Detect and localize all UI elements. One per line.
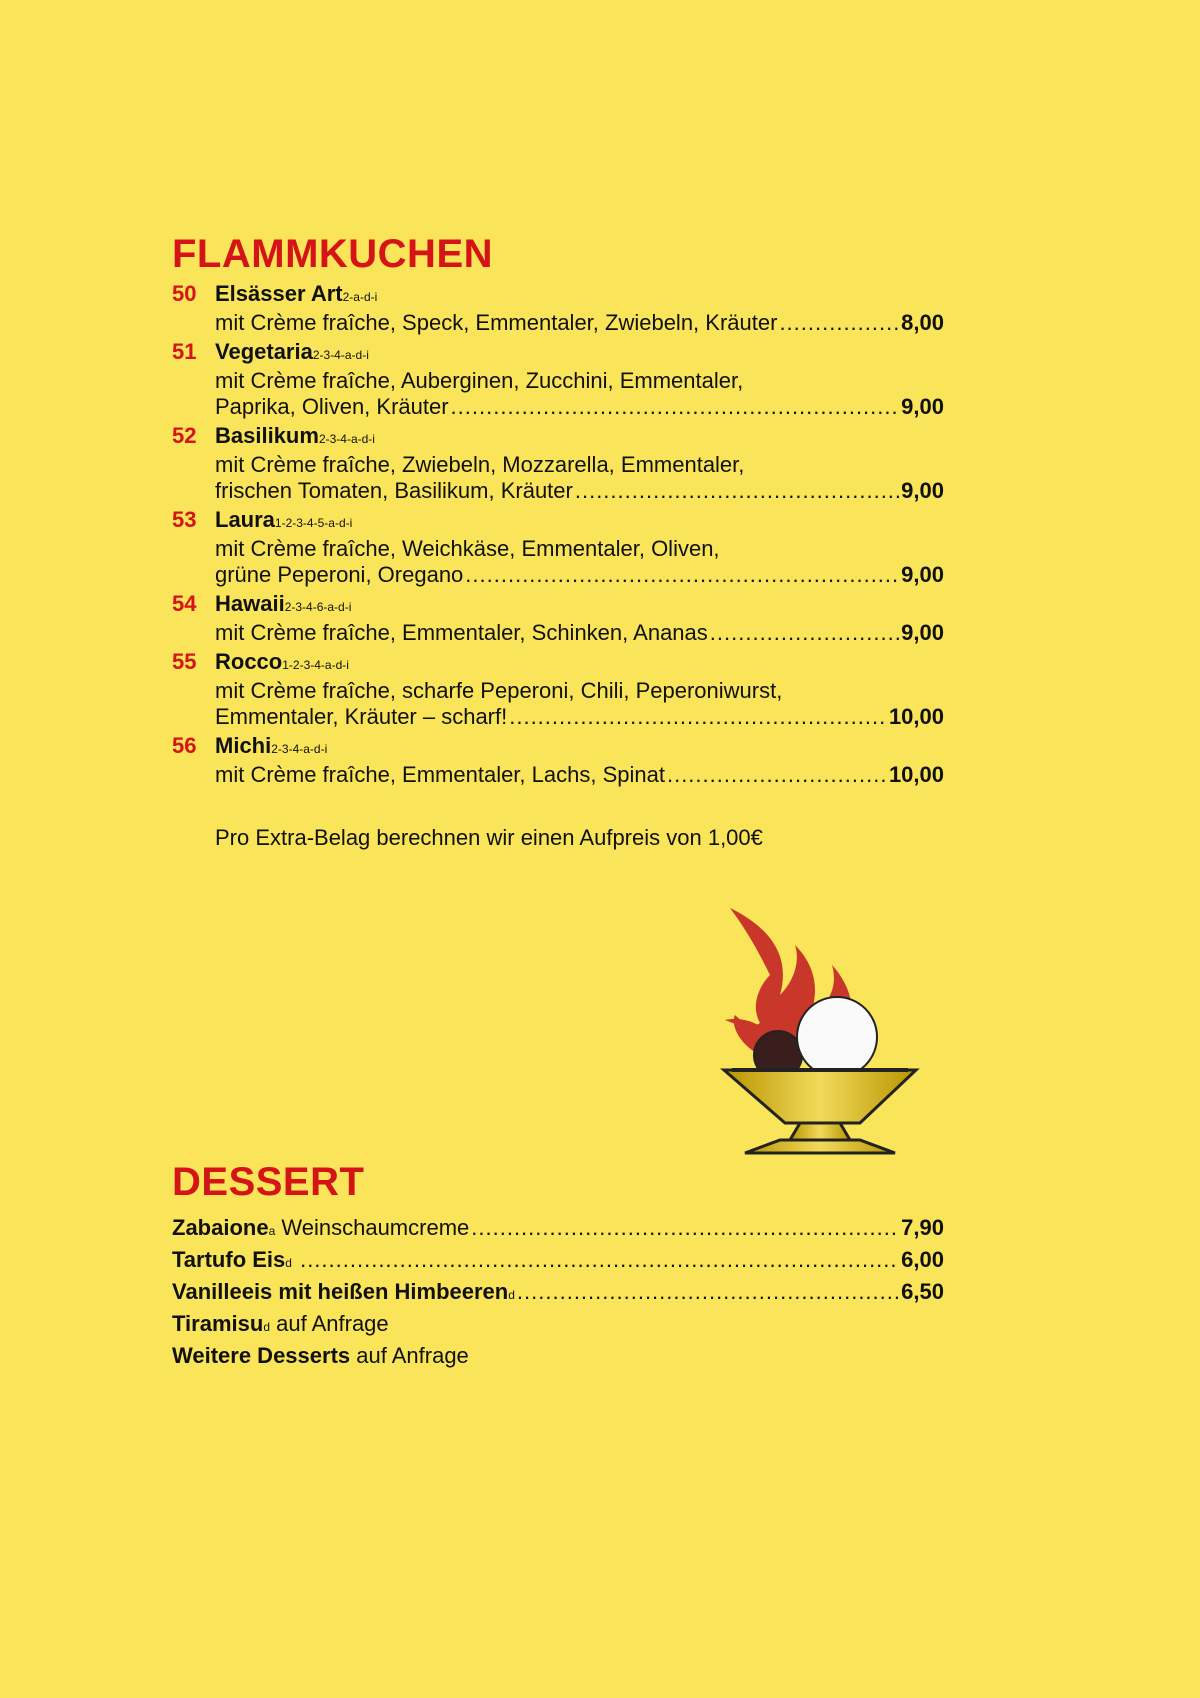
item-name: Elsässer Art: [215, 281, 343, 306]
dessert-name: Tartufo Eis: [172, 1247, 286, 1272]
item-price: 10,00: [888, 704, 944, 729]
flammkuchen-title: FLAMMKUCHEN: [172, 232, 494, 276]
price-row: [215, 762, 944, 788]
flaming-ice-cream-icon: [720, 905, 920, 1160]
dessert-item: Tiramisu d auf Anfrage: [172, 1308, 944, 1340]
description-line: mit Crème fraîche, Emmentaler, Schinken, Ananas: [215, 620, 708, 645]
item-header: 51 Vegetaria 2-3-4-a-d-i: [172, 336, 944, 368]
dot-leader: [300, 1244, 899, 1276]
description-line: mit Crème fraîche, scharfe Peperoni, Chili, Peperoniwurst,: [215, 678, 783, 703]
dot-leader: [779, 310, 899, 336]
dot-leader: [667, 762, 887, 788]
price-row: [215, 562, 944, 588]
dessert-extra: Weinschaumcreme: [275, 1215, 470, 1240]
price-row: [215, 310, 944, 336]
item-header: 54 Hawaii 2-3-4-6-a-d-i: [172, 588, 944, 620]
description-line: mit Crème fraîche, Weichkäse, Emmentaler, Oliven,: [215, 536, 720, 561]
dessert-name: Zabaione: [172, 1215, 269, 1240]
dessert-item: Tartufo Eis d ..... 6,00: [172, 1244, 944, 1276]
item-header: 55 Rocco 1-2-3-4-a-d-i: [172, 646, 944, 678]
list-item: [172, 504, 944, 588]
item-name: Hawaii: [215, 591, 285, 616]
item-number: 51: [172, 339, 197, 364]
list-item: [172, 588, 944, 646]
dot-leader: [451, 394, 900, 420]
extra-topping-note: Pro Extra-Belag berechnen wir einen Aufpreis von 1,00€: [215, 825, 763, 850]
item-number: 50: [172, 281, 197, 306]
dessert-list: [172, 1212, 944, 1372]
item-description: [172, 452, 944, 504]
cup: [724, 1070, 916, 1123]
item-name: Rocco: [215, 649, 283, 674]
dessert-section: [172, 1158, 944, 1372]
price-row: [215, 478, 944, 504]
item-number: 54: [172, 591, 197, 616]
dessert-item: Vanilleeis mit heißen Himbeeren d ..... 6,50: [172, 1276, 944, 1308]
dessert-extra: auf Anfrage: [350, 1343, 469, 1368]
price-row: [215, 704, 944, 730]
item-number: 55: [172, 649, 197, 674]
description-line: Paprika, Oliven, Kräuter: [215, 394, 449, 419]
item-description: [172, 536, 944, 588]
item-price: 9,00: [901, 394, 944, 419]
flammkuchen-list: [172, 278, 944, 788]
item-description: [172, 310, 944, 336]
item-header: 56 Michi 2-3-4-a-d-i: [172, 730, 944, 762]
description-line: frischen Tomaten, Basilikum, Kräuter: [215, 478, 573, 503]
description-line: grüne Peperoni, Oregano: [215, 562, 464, 587]
description-line: mit Crème fraîche, Auberginen, Zucchini, Emmentaler,: [215, 368, 744, 393]
dessert-price: 7,90: [901, 1215, 944, 1240]
dot-leader: [471, 1212, 899, 1244]
item-number: 53: [172, 507, 197, 532]
dot-leader: [575, 478, 899, 504]
description-line: mit Crème fraîche, Speck, Emmentaler, Zwiebeln, Kräuter: [215, 310, 778, 335]
item-description: [172, 678, 944, 730]
item-price: 9,00: [901, 478, 944, 503]
dessert-item: [172, 1340, 944, 1372]
item-number: 52: [172, 423, 197, 448]
dessert-price: 6,00: [901, 1247, 944, 1272]
item-name: Michi: [215, 733, 272, 758]
item-price: 8,00: [901, 310, 944, 335]
description-line: Emmentaler, Kräuter – scharf!: [215, 704, 508, 729]
dot-leader: [509, 704, 887, 730]
dessert-item: Zabaione a Weinschaumcreme ..... 7,90: [172, 1212, 944, 1244]
item-description: [172, 368, 944, 420]
item-name: Laura: [215, 507, 275, 532]
dot-leader: [465, 562, 899, 588]
item-header: 53 Laura 1-2-3-4-5-a-d-i: [172, 504, 944, 536]
dessert-price: 6,50: [901, 1279, 944, 1304]
dessert-name: Weitere Desserts: [172, 1343, 351, 1368]
item-name: Basilikum: [215, 423, 319, 448]
dot-leader: [710, 620, 899, 646]
price-row: [215, 394, 944, 420]
item-name: Vegetaria: [215, 339, 313, 364]
item-price: 9,00: [901, 562, 944, 587]
description-line: mit Crème fraîche, Zwiebeln, Mozzarella, Emmentaler,: [215, 452, 745, 477]
list-item: [172, 278, 944, 336]
item-price: 10,00: [888, 762, 944, 787]
price-row: [215, 620, 944, 646]
list-item: [172, 336, 944, 420]
dessert-extra: [292, 1244, 298, 1276]
dessert-title: DESSERT: [172, 1160, 365, 1204]
dessert-name: Tiramisu: [172, 1311, 264, 1336]
item-header: 52 Basilikum 2-3-4-a-d-i: [172, 420, 944, 452]
item-description: [172, 762, 944, 788]
dot-leader: [517, 1276, 899, 1308]
list-item: [172, 420, 944, 504]
dessert-extra: auf Anfrage: [270, 1311, 389, 1336]
dessert-name: Vanilleeis mit heißen Himbeeren: [172, 1279, 509, 1304]
item-price: 9,00: [901, 620, 944, 645]
flammkuchen-section: [172, 230, 944, 854]
description-line: mit Crème fraîche, Emmentaler, Lachs, Spinat: [215, 762, 665, 787]
item-description: [172, 620, 944, 646]
item-header: 50 Elsässer Art 2-a-d-i: [172, 278, 944, 310]
item-number: 56: [172, 733, 197, 758]
list-item: [172, 730, 944, 788]
list-item: [172, 646, 944, 730]
